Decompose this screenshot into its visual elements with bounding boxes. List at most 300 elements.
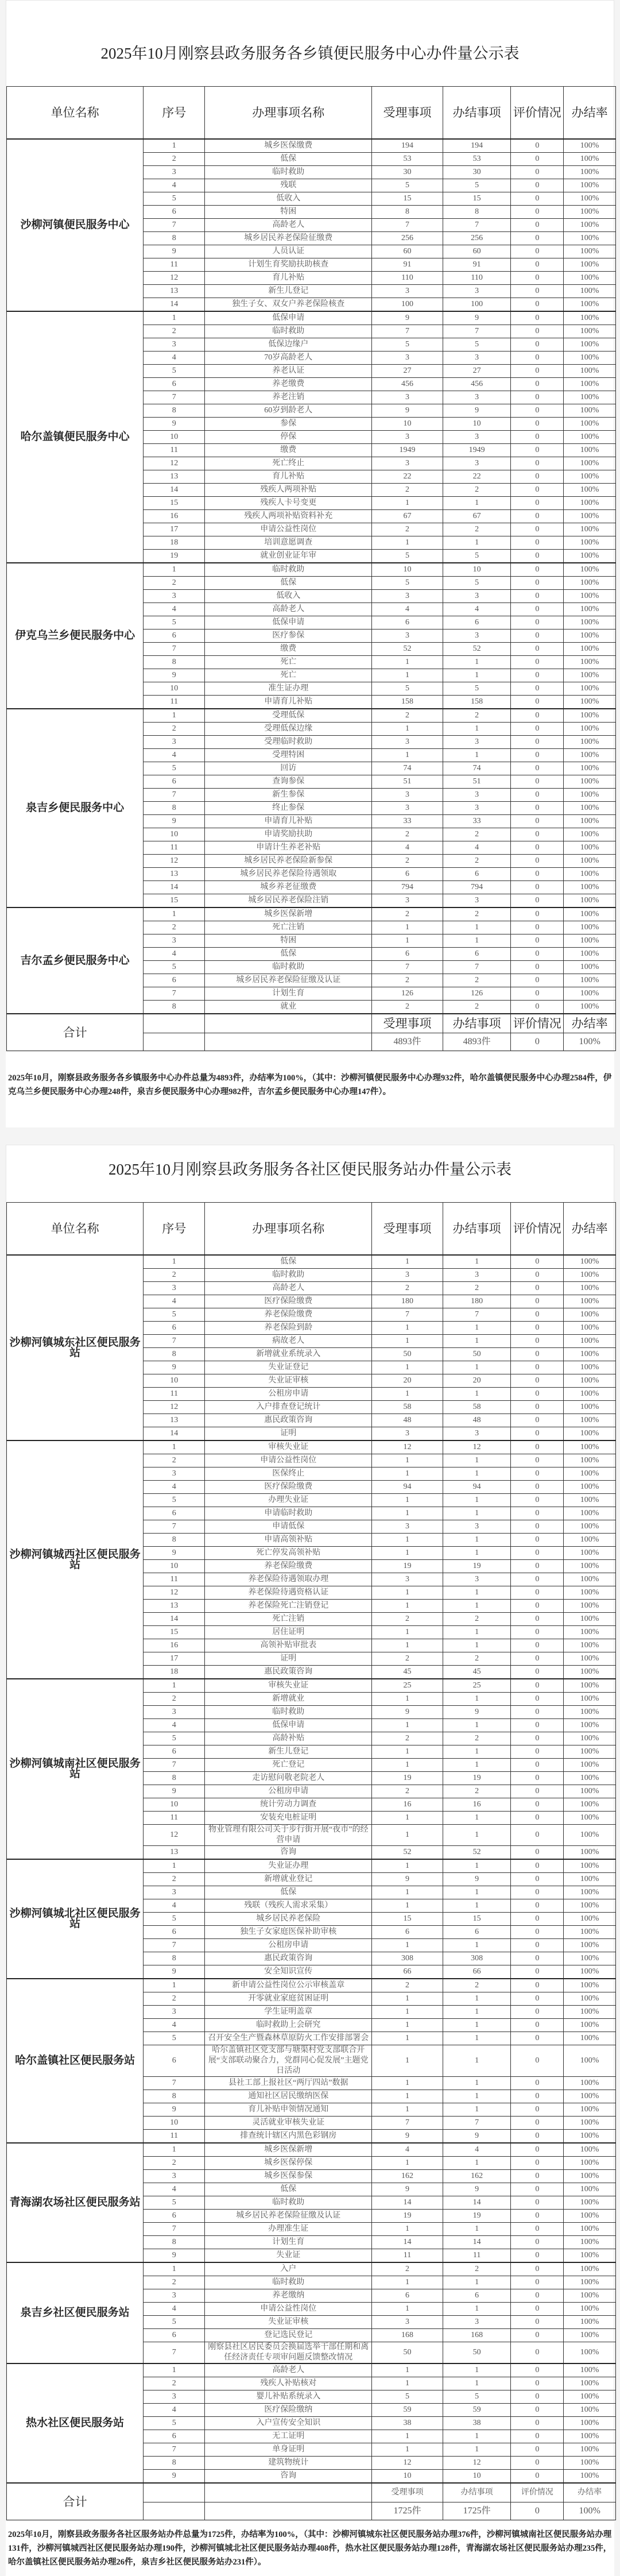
completion-rate: 100% bbox=[564, 1679, 616, 1693]
item-name: 新申请公益性岗位公示审核盖章 bbox=[205, 1979, 372, 1992]
evaluation: 0 bbox=[511, 1255, 564, 1269]
evaluation: 0 bbox=[511, 789, 564, 802]
completed: 1 bbox=[443, 1322, 511, 1335]
seq-no: 2 bbox=[144, 2157, 205, 2170]
item-name: 证明 bbox=[205, 1427, 372, 1441]
completed: 1 bbox=[443, 1507, 511, 1520]
item-name: 计划生育 bbox=[205, 2236, 372, 2249]
seq-no: 9 bbox=[144, 1785, 205, 1798]
accepted: 1 bbox=[372, 1939, 443, 1952]
completion-rate: 100% bbox=[564, 2223, 616, 2236]
seq-no: 7 bbox=[144, 987, 205, 1001]
completion-rate: 100% bbox=[564, 2262, 616, 2276]
seq-no: 3 bbox=[144, 1706, 205, 1719]
accepted: 5 bbox=[372, 2390, 443, 2404]
accepted: 9 bbox=[372, 2130, 443, 2144]
completed: 3 bbox=[443, 629, 511, 643]
item-name: 高领补贴审批表 bbox=[205, 1639, 372, 1652]
completed: 1 bbox=[443, 1939, 511, 1952]
item-name: 低保 bbox=[205, 577, 372, 590]
seq-no: 4 bbox=[144, 749, 205, 762]
completion-rate: 100% bbox=[564, 153, 616, 166]
evaluation: 0 bbox=[511, 934, 564, 948]
item-name: 建筑物统计 bbox=[205, 2457, 372, 2470]
completion-rate: 100% bbox=[564, 1295, 616, 1308]
total-header: 评价情况 bbox=[511, 2483, 564, 2502]
item-name: 临时救助上会研究 bbox=[205, 2019, 372, 2032]
table-row bbox=[7, 311, 616, 325]
item-name: 病故老人 bbox=[205, 1335, 372, 1348]
completed: 10 bbox=[443, 418, 511, 431]
completed: 2 bbox=[443, 484, 511, 497]
seq-no: 17 bbox=[144, 523, 205, 536]
evaluation: 0 bbox=[511, 352, 564, 365]
evaluation: 0 bbox=[511, 1600, 564, 1613]
item-name: 缴费 bbox=[205, 444, 372, 457]
accepted: 45 bbox=[372, 1666, 443, 1679]
seq-no: 3 bbox=[144, 338, 205, 352]
accepted: 9 bbox=[372, 311, 443, 325]
completion-rate: 100% bbox=[564, 1745, 616, 1759]
item-name: 城乡医保参保 bbox=[205, 2170, 372, 2183]
completed: 14 bbox=[443, 2236, 511, 2249]
seq-no: 12 bbox=[144, 1586, 205, 1600]
total-header: 受理事项 bbox=[372, 2483, 443, 2502]
item-name: 证明 bbox=[205, 1652, 372, 1666]
completion-rate: 100% bbox=[564, 523, 616, 536]
item-name: 审核失业证 bbox=[205, 1679, 372, 1693]
seq-no: 2 bbox=[144, 153, 205, 166]
item-name: 安装充电桩证明 bbox=[205, 1812, 372, 1825]
item-name: 人员认证 bbox=[205, 245, 372, 258]
accepted: 22 bbox=[372, 470, 443, 484]
evaluation: 0 bbox=[511, 2143, 564, 2157]
completed: 67 bbox=[443, 510, 511, 523]
completed: 1 bbox=[443, 1547, 511, 1560]
seq-no: 3 bbox=[144, 166, 205, 179]
item-name: 申请临时救助 bbox=[205, 1507, 372, 1520]
accepted: 6 bbox=[372, 2289, 443, 2303]
seq-no: 5 bbox=[144, 1308, 205, 1322]
completion-rate: 100% bbox=[564, 272, 616, 285]
completion-rate: 100% bbox=[564, 219, 616, 232]
accepted: 194 bbox=[372, 139, 443, 153]
accepted: 158 bbox=[372, 696, 443, 709]
accepted: 14 bbox=[372, 2196, 443, 2210]
completed: 6 bbox=[443, 1926, 511, 1939]
item-name: 低保 bbox=[205, 948, 372, 961]
seq-no: 6 bbox=[144, 2329, 205, 2342]
item-name: 城乡居民养老保险新参保 bbox=[205, 855, 372, 868]
seq-no: 5 bbox=[144, 2196, 205, 2210]
completion-rate: 100% bbox=[564, 1926, 616, 1939]
evaluation: 0 bbox=[511, 616, 564, 629]
accepted: 5 bbox=[372, 550, 443, 563]
table-title: 2025年10月刚察县政务服务各乡镇便民服务中心办件量公示表 bbox=[100, 45, 520, 62]
unit-name: 沙柳河镇城东社区便民服务站 bbox=[7, 1255, 144, 1440]
item-name: 高龄补贴 bbox=[205, 1732, 372, 1745]
accepted: 1 bbox=[372, 1859, 443, 1873]
seq-no: 7 bbox=[144, 391, 205, 404]
accepted: 59 bbox=[372, 2404, 443, 2417]
completion-rate: 100% bbox=[564, 1427, 616, 1441]
section-gap bbox=[0, 1127, 620, 1145]
completion-rate: 100% bbox=[564, 1322, 616, 1335]
evaluation: 0 bbox=[511, 2470, 564, 2484]
item-name: 安全知识宣传 bbox=[205, 1965, 372, 1979]
accepted: 1 bbox=[372, 1507, 443, 1520]
total-header: 办结事项 bbox=[443, 1014, 511, 1033]
completed: 58 bbox=[443, 1401, 511, 1414]
accepted: 3 bbox=[372, 352, 443, 365]
item-name: 城乡居民养老保险征缴费 bbox=[205, 232, 372, 245]
evaluation: 0 bbox=[511, 802, 564, 815]
completion-rate: 100% bbox=[564, 802, 616, 815]
evaluation: 0 bbox=[511, 1639, 564, 1652]
completion-rate: 100% bbox=[564, 1979, 616, 1992]
evaluation: 0 bbox=[511, 523, 564, 536]
completed: 30 bbox=[443, 166, 511, 179]
seq-no: 12 bbox=[144, 855, 205, 868]
accepted: 3 bbox=[372, 1520, 443, 1534]
column-header-seq-no: 序号 bbox=[144, 1203, 205, 1256]
accepted: 2 bbox=[372, 1001, 443, 1014]
seq-no: 10 bbox=[144, 1798, 205, 1812]
accepted: 1 bbox=[372, 2223, 443, 2236]
seq-no: 11 bbox=[144, 696, 205, 709]
table-row bbox=[7, 1859, 616, 1873]
item-name: 受理特困 bbox=[205, 749, 372, 762]
accepted: 7 bbox=[372, 961, 443, 974]
evaluation: 0 bbox=[511, 1772, 564, 1785]
completed: 1 bbox=[443, 2223, 511, 2236]
accepted: 168 bbox=[372, 2329, 443, 2342]
item-name: 培训意愿调查 bbox=[205, 536, 372, 550]
item-name: 审核失业证 bbox=[205, 1440, 372, 1454]
completion-rate: 100% bbox=[564, 365, 616, 378]
evaluation: 0 bbox=[511, 1992, 564, 2006]
completion-rate: 100% bbox=[564, 1361, 616, 1374]
completion-rate: 100% bbox=[564, 1992, 616, 2006]
completed: 1 bbox=[443, 1899, 511, 1913]
seq-no: 10 bbox=[144, 2117, 205, 2130]
accepted: 2 bbox=[372, 2262, 443, 2276]
item-name: 残疾人卡号变更 bbox=[205, 497, 372, 510]
accepted: 6 bbox=[372, 948, 443, 961]
item-name: 城乡医保新增 bbox=[205, 2143, 372, 2157]
accepted: 1 bbox=[372, 2363, 443, 2377]
completed: 16 bbox=[443, 1798, 511, 1812]
completion-rate: 100% bbox=[564, 1520, 616, 1534]
item-name: 养老认证 bbox=[205, 365, 372, 378]
accepted: 1 bbox=[372, 2032, 443, 2045]
seq-no: 14 bbox=[144, 484, 205, 497]
item-name: 死亡终止 bbox=[205, 457, 372, 470]
completion-rate: 100% bbox=[564, 1269, 616, 1282]
accepted: 3 bbox=[372, 802, 443, 815]
item-name: 临时救助 bbox=[205, 1706, 372, 1719]
completion-rate: 100% bbox=[564, 2210, 616, 2223]
completion-rate: 100% bbox=[564, 2289, 616, 2303]
completed: 25 bbox=[443, 1679, 511, 1693]
completion-rate: 100% bbox=[564, 338, 616, 352]
column-header-accepted: 受理事项 bbox=[372, 87, 443, 140]
completion-rate: 100% bbox=[564, 2390, 616, 2404]
completed: 1 bbox=[443, 1600, 511, 1613]
seq-no: 4 bbox=[144, 1899, 205, 1913]
accepted: 1 bbox=[372, 1322, 443, 1335]
evaluation: 0 bbox=[511, 1520, 564, 1534]
completed: 3 bbox=[443, 802, 511, 815]
completion-rate: 100% bbox=[564, 1825, 616, 1846]
item-name: 新生儿登记 bbox=[205, 1745, 372, 1759]
column-header-unit-name: 单位名称 bbox=[7, 87, 144, 140]
completion-rate: 100% bbox=[564, 2404, 616, 2417]
seq-no: 7 bbox=[144, 789, 205, 802]
seq-no: 1 bbox=[144, 1255, 205, 1269]
completion-rate: 100% bbox=[564, 1507, 616, 1520]
table-title: 2025年10月刚察县政务服务各社区便民服务站办件量公示表 bbox=[108, 1161, 512, 1178]
evaluation: 0 bbox=[511, 2363, 564, 2377]
seq-no: 1 bbox=[144, 1979, 205, 1992]
evaluation: 0 bbox=[511, 1388, 564, 1401]
seq-no: 3 bbox=[144, 2170, 205, 2183]
completed: 3 bbox=[443, 457, 511, 470]
evaluation: 0 bbox=[511, 1785, 564, 1798]
completed: 6 bbox=[443, 2289, 511, 2303]
evaluation: 0 bbox=[511, 1481, 564, 1494]
completion-rate: 100% bbox=[564, 1812, 616, 1825]
evaluation: 0 bbox=[511, 2117, 564, 2130]
completion-rate: 100% bbox=[564, 1454, 616, 1467]
seq-no: 6 bbox=[144, 2045, 205, 2077]
stats-table bbox=[6, 1202, 616, 2520]
item-name: 公租房申请 bbox=[205, 1388, 372, 1401]
completion-rate: 100% bbox=[564, 1467, 616, 1481]
item-name: 申请公益性岗位 bbox=[205, 1454, 372, 1467]
completed: 2 bbox=[443, 1785, 511, 1798]
completed: 2 bbox=[443, 1732, 511, 1745]
item-name: 70岁高龄老人 bbox=[205, 352, 372, 365]
completed: 9 bbox=[443, 404, 511, 418]
seq-no: 3 bbox=[144, 934, 205, 948]
completion-rate: 100% bbox=[564, 1952, 616, 1965]
accepted: 7 bbox=[372, 219, 443, 232]
completion-rate: 100% bbox=[564, 841, 616, 855]
header-row bbox=[7, 87, 616, 140]
seq-no: 5 bbox=[144, 365, 205, 378]
item-name: 登记选民登记 bbox=[205, 2329, 372, 2342]
item-name: 临时救助 bbox=[205, 166, 372, 179]
seq-no: 6 bbox=[144, 378, 205, 391]
item-name: 低保 bbox=[205, 1886, 372, 1899]
empty-cell bbox=[144, 2502, 205, 2520]
accepted: 1 bbox=[372, 1335, 443, 1348]
completed: 59 bbox=[443, 2404, 511, 2417]
evaluation: 0 bbox=[511, 1913, 564, 1926]
completion-rate: 100% bbox=[564, 2470, 616, 2484]
completion-rate: 100% bbox=[564, 723, 616, 736]
completed: 45 bbox=[443, 1666, 511, 1679]
accepted: 1 bbox=[372, 1992, 443, 2006]
accepted: 50 bbox=[372, 1348, 443, 1361]
accepted: 14 bbox=[372, 2236, 443, 2249]
accepted: 3 bbox=[372, 457, 443, 470]
evaluation: 0 bbox=[511, 1626, 564, 1639]
evaluation: 0 bbox=[511, 2342, 564, 2364]
completion-rate: 100% bbox=[564, 2249, 616, 2263]
accepted: 1 bbox=[372, 1494, 443, 1507]
seq-no: 16 bbox=[144, 1639, 205, 1652]
completed: 3 bbox=[443, 391, 511, 404]
seq-no: 9 bbox=[144, 1547, 205, 1560]
evaluation: 0 bbox=[511, 841, 564, 855]
completed: 1 bbox=[443, 2077, 511, 2090]
seq-no: 8 bbox=[144, 2236, 205, 2249]
evaluation: 0 bbox=[511, 2210, 564, 2223]
evaluation: 0 bbox=[511, 1952, 564, 1965]
completed: 6 bbox=[443, 868, 511, 881]
item-name: 养老保险到龄 bbox=[205, 1322, 372, 1335]
completed: 308 bbox=[443, 1952, 511, 1965]
completion-rate: 100% bbox=[564, 2103, 616, 2117]
completed: 1949 bbox=[443, 444, 511, 457]
accepted: 4 bbox=[372, 2143, 443, 2157]
item-name: 新生参保 bbox=[205, 789, 372, 802]
seq-no: 8 bbox=[144, 656, 205, 669]
evaluation: 0 bbox=[511, 1534, 564, 1547]
item-name: 失业证登记 bbox=[205, 1361, 372, 1374]
completion-rate: 100% bbox=[564, 749, 616, 762]
evaluation: 0 bbox=[511, 2032, 564, 2045]
total-value: 100% bbox=[564, 1033, 616, 1051]
item-name: 残联（残疾人需求采集） bbox=[205, 1899, 372, 1913]
completed: 15 bbox=[443, 1913, 511, 1926]
accepted: 1 bbox=[372, 2077, 443, 2090]
evaluation: 0 bbox=[511, 828, 564, 841]
accepted: 1 bbox=[372, 1745, 443, 1759]
item-name: 残疾人两项补贴 bbox=[205, 484, 372, 497]
seq-no: 10 bbox=[144, 682, 205, 696]
seq-no: 4 bbox=[144, 1295, 205, 1308]
evaluation: 0 bbox=[511, 563, 564, 577]
accepted: 16 bbox=[372, 1798, 443, 1812]
seq-no: 7 bbox=[144, 2443, 205, 2457]
item-name: 育儿补贴 bbox=[205, 470, 372, 484]
completion-rate: 100% bbox=[564, 2157, 616, 2170]
header-row bbox=[7, 1203, 616, 1256]
accepted: 15 bbox=[372, 1913, 443, 1926]
completed: 2 bbox=[443, 1652, 511, 1666]
completed: 5 bbox=[443, 2390, 511, 2404]
completion-rate: 100% bbox=[564, 934, 616, 948]
seq-no: 2 bbox=[144, 2377, 205, 2390]
evaluation: 0 bbox=[511, 2236, 564, 2249]
seq-no: 6 bbox=[144, 1745, 205, 1759]
evaluation: 0 bbox=[511, 1001, 564, 1014]
evaluation: 0 bbox=[511, 285, 564, 298]
accepted: 3 bbox=[372, 789, 443, 802]
seq-no: 11 bbox=[144, 841, 205, 855]
seq-no: 13 bbox=[144, 285, 205, 298]
completion-rate: 100% bbox=[564, 1335, 616, 1348]
completion-rate: 100% bbox=[564, 1785, 616, 1798]
item-name: 临时救助 bbox=[205, 563, 372, 577]
accepted: 9 bbox=[372, 1706, 443, 1719]
evaluation: 0 bbox=[511, 2006, 564, 2019]
seq-no: 4 bbox=[144, 352, 205, 365]
completed: 1 bbox=[443, 2090, 511, 2103]
completion-rate: 100% bbox=[564, 881, 616, 894]
evaluation: 0 bbox=[511, 457, 564, 470]
evaluation: 0 bbox=[511, 1467, 564, 1481]
seq-no: 1 bbox=[144, 1859, 205, 1873]
evaluation: 0 bbox=[511, 484, 564, 497]
completed: 2 bbox=[443, 1001, 511, 1014]
item-name: 受理临时救助 bbox=[205, 736, 372, 749]
completion-rate: 100% bbox=[564, 948, 616, 961]
completed: 3 bbox=[443, 285, 511, 298]
accepted: 1 bbox=[372, 1600, 443, 1613]
evaluation: 0 bbox=[511, 1440, 564, 1454]
completion-rate: 100% bbox=[564, 921, 616, 934]
evaluation: 0 bbox=[511, 762, 564, 775]
stats-table bbox=[6, 86, 616, 1051]
completed: 7 bbox=[443, 1308, 511, 1322]
completion-rate: 100% bbox=[564, 1939, 616, 1952]
item-name: 新增就业系统录入 bbox=[205, 1348, 372, 1361]
accepted: 1 bbox=[372, 1547, 443, 1560]
total-value: 1725件 bbox=[443, 2502, 511, 2520]
accepted: 3 bbox=[372, 1427, 443, 1441]
seq-no: 7 bbox=[144, 219, 205, 232]
completed: 9 bbox=[443, 1706, 511, 1719]
accepted: 5 bbox=[372, 179, 443, 192]
evaluation: 0 bbox=[511, 2390, 564, 2404]
completed: 7 bbox=[443, 325, 511, 338]
accepted: 1 bbox=[372, 1693, 443, 1706]
completed: 11 bbox=[443, 2249, 511, 2263]
seq-no: 9 bbox=[144, 2249, 205, 2263]
item-name: 新生儿登记 bbox=[205, 285, 372, 298]
evaluation: 0 bbox=[511, 577, 564, 590]
completed: 74 bbox=[443, 762, 511, 775]
completion-rate: 100% bbox=[564, 616, 616, 629]
completion-rate: 100% bbox=[564, 1308, 616, 1322]
completed: 20 bbox=[443, 1374, 511, 1388]
accepted: 10 bbox=[372, 2470, 443, 2484]
seq-no: 8 bbox=[144, 1952, 205, 1965]
evaluation: 0 bbox=[511, 1732, 564, 1745]
evaluation: 0 bbox=[511, 1719, 564, 1732]
total-label: 合计 bbox=[7, 1014, 144, 1051]
item-name: 临时救助 bbox=[205, 1269, 372, 1282]
evaluation: 0 bbox=[511, 629, 564, 643]
item-name: 死亡登记 bbox=[205, 1759, 372, 1772]
evaluation: 0 bbox=[511, 2103, 564, 2117]
evaluation: 0 bbox=[511, 1759, 564, 1772]
completion-rate: 100% bbox=[564, 563, 616, 577]
item-name: 申请公益性岗位 bbox=[205, 523, 372, 536]
completion-rate: 100% bbox=[564, 2303, 616, 2316]
evaluation: 0 bbox=[511, 643, 564, 656]
accepted: 2 bbox=[372, 1282, 443, 1295]
item-name: 停保 bbox=[205, 431, 372, 444]
completion-rate: 100% bbox=[564, 352, 616, 365]
seq-no: 4 bbox=[144, 1481, 205, 1494]
completed: 1 bbox=[443, 669, 511, 682]
seq-no: 11 bbox=[144, 444, 205, 457]
